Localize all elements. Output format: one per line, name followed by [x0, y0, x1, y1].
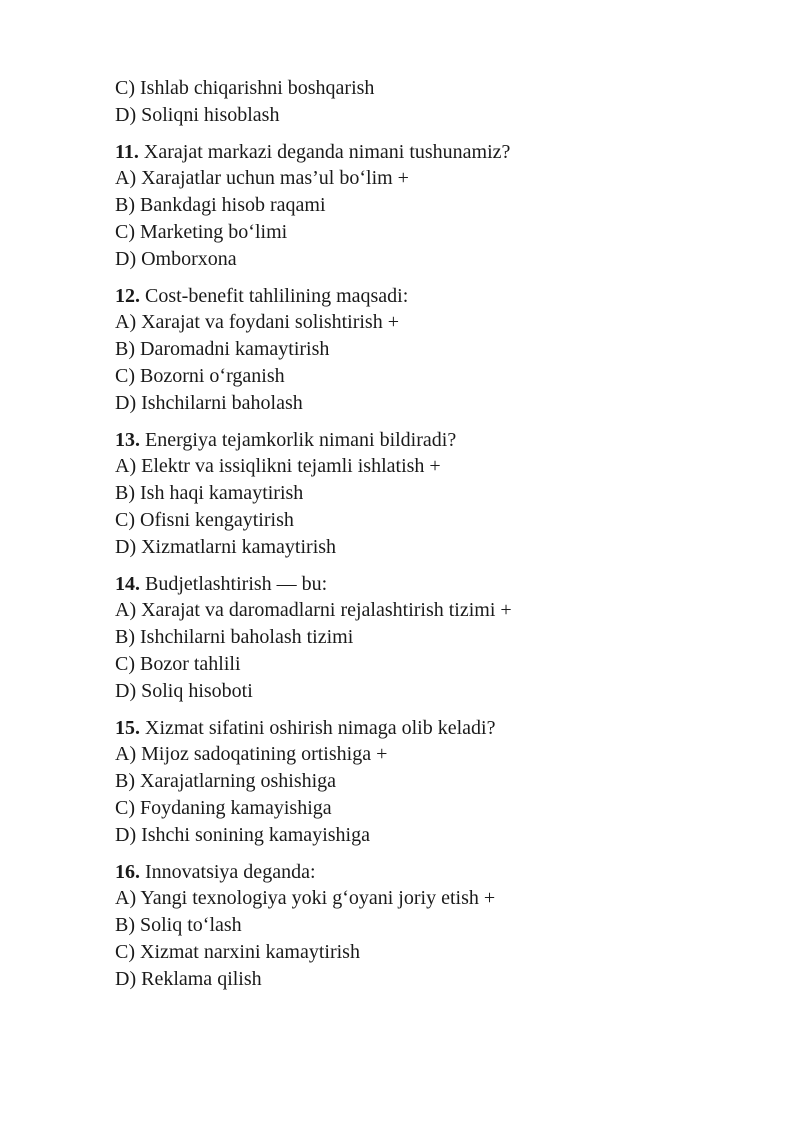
- answer-option: C) Ishlab chiqarishni boshqarish: [115, 77, 375, 99]
- answer-option: D) Soliq hisoboti: [115, 679, 253, 702]
- answer-option: A) Yangi texnologiya yoki g‘oyani joriy etish +: [115, 887, 496, 910]
- question-text: Cost-benefit tahlilining maqsadi:: [145, 284, 409, 307]
- question-text: Xizmat sifatini oshirish nimaga olib keladi?: [145, 716, 496, 739]
- question-number: 13.: [115, 428, 140, 451]
- answer-option: C) Marketing bo‘limi: [115, 220, 288, 243]
- question-text: Xarajat markazi deganda nimani tushunamiz?: [143, 140, 511, 163]
- question-line: [115, 571, 755, 598]
- question-line: [115, 427, 755, 454]
- question-line: [115, 283, 755, 310]
- answer-option: B) Soliq to‘lash: [115, 914, 242, 937]
- question-14: [115, 571, 755, 705]
- answer-option: A) Xarajat va daromadlarni rejalashtirish tizimi +: [115, 599, 512, 622]
- answer-option: B) Xarajatlarning oshishiga: [115, 770, 337, 793]
- question-line: [115, 859, 755, 886]
- answer-option: B) Ish haqi kamaytirish: [115, 482, 304, 505]
- question-number: 11.: [115, 140, 139, 163]
- answer-option: C) Bozorni o‘rganish: [115, 364, 285, 387]
- question-text: Energiya tejamkorlik nimani bildiradi?: [145, 428, 457, 451]
- question-text: Budjetlashtirish — bu:: [145, 572, 328, 595]
- answer-option: D) Omborxona: [115, 247, 237, 270]
- question-number: 12.: [115, 284, 140, 307]
- answer-option: A) Mijoz sadoqatining ortishiga +: [115, 743, 388, 766]
- answer-option: C) Bozor tahlili: [115, 652, 241, 675]
- question-16: [115, 859, 755, 993]
- answer-option: A) Elektr va issiqlikni tejamli ishlatish +: [115, 455, 441, 478]
- document-page: [115, 75, 755, 993]
- question-12: [115, 283, 755, 417]
- question-line: [115, 139, 755, 166]
- answer-option: C) Foydaning kamayishiga: [115, 796, 332, 819]
- question-13: [115, 427, 755, 561]
- answer-option: C) Ofisni kengaytirish: [115, 508, 294, 531]
- question-number: 16.: [115, 860, 140, 883]
- answer-option: D) Xizmatlarni kamaytirish: [115, 535, 337, 558]
- question-15: [115, 715, 755, 849]
- answer-option: A) Xarajat va foydani solishtirish +: [115, 311, 399, 334]
- question-11: [115, 139, 755, 273]
- answer-option: B) Bankdagi hisob raqami: [115, 194, 326, 217]
- question-text: Innovatsiya deganda:: [145, 860, 316, 883]
- answer-option: A) Xarajatlar uchun mas’ul bo‘lim +: [115, 167, 409, 190]
- previous-question-options: [115, 75, 755, 129]
- answer-option: D) Ishchilarni baholash: [115, 391, 303, 414]
- question-number: 15.: [115, 716, 140, 739]
- answer-option: D) Reklama qilish: [115, 967, 262, 990]
- answer-option: D) Soliqni hisoblash: [115, 103, 280, 126]
- answer-option: B) Daromadni kamaytirish: [115, 338, 330, 361]
- answer-option: D) Ishchi sonining kamayishiga: [115, 823, 370, 846]
- question-number: 14.: [115, 572, 140, 595]
- question-line: [115, 715, 755, 742]
- answer-option: C) Xizmat narxini kamaytirish: [115, 940, 360, 963]
- answer-option: B) Ishchilarni baholash tizimi: [115, 626, 354, 649]
